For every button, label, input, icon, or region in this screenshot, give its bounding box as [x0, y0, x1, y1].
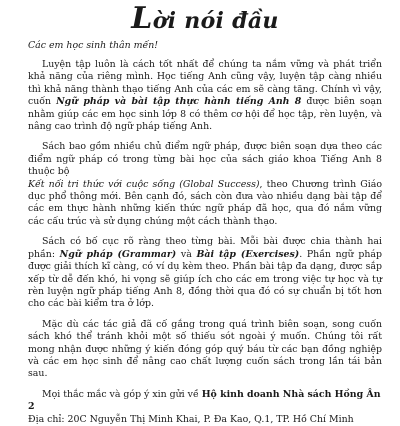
series-title: Kết nối tri thức với cuộc sống (Global Success) — [28, 178, 260, 190]
exercises-label: Bài tập (Exercises) — [196, 248, 300, 260]
address-line: Địa chỉ: 20C Nguyễn Thị Minh Khai, P. Đa Kao, Q.1, TP. Hồ Chí Minh — [28, 413, 354, 425]
paragraph-1-end: được biên soạn nhằm giúp các em học sinh lớp 8 có thêm cơ hội để học tập, rèn luyện, và nâng cao trình độ ngữ pháp tiếng Anh. — [28, 96, 383, 133]
paragraph-3-text-a: Sách có bố cục rõ ràng theo từng bài. Mỗi bài được chia thành hai phần: — [28, 236, 382, 260]
paragraph-2 — [28, 141, 382, 228]
grammar-label: Ngữ pháp (Grammar) — [59, 248, 177, 260]
contact-text: Mọi thắc mắc và góp ý xin gửi về — [42, 388, 199, 400]
and-word: và — [180, 248, 192, 260]
paragraph-2-text-a: Sách bao gồm nhiều chủ điểm ngữ pháp, được biên soạn dựa theo các điểm ngữ pháp có trong từng bài học của sách giáo khoa Tiếng Anh 8 thuộc bộ — [28, 141, 382, 178]
company-name: Hộ kinh doanh Nhà sách Hồng Ân 2 — [28, 388, 381, 413]
paragraph-2-text-b: , theo Chương trình Giáo dục phổ thông mới. Bên cạnh đó, sách còn đưa vào nhiều dạng bài tập để các em thực hành những kiến thức ngữ pháp đã học, qua đó nắm vững các cấu trúc và sử dụng chúng một cách thành thạo. — [28, 178, 383, 227]
title-initial: L — [131, 1, 153, 36]
paragraph-3-text-b: . Phần ngữ pháp được giải thích kĩ càng, có ví dụ kèm theo. Phần bài tập đa dạng, được sắp xếp từ dễ đến khó, hi vọng sẽ giúp ích cho các em trong việc tự học và tự rèn luyện ngữ pháp tiếng Anh 8, đồng thời qua đó có sự chuẩn bị tốt hơn cho các bài kiểm tra ở lớp. — [28, 248, 383, 310]
contact-line — [28, 389, 382, 414]
heading — [28, 0, 382, 38]
greeting: Các em học sinh thân mến! — [28, 40, 159, 51]
paragraph-1 — [28, 59, 382, 133]
page-title — [131, 1, 279, 36]
paragraph-3 — [28, 236, 382, 310]
paragraph-4: Mặc dù các tác giả đã cố gắng trong quá trình biên soạn, song cuốn sách khó thể tránh khỏi một số thiếu sót ngoài ý muốn. Chúng tôi rất mong nhận được những ý kiến đóng góp quý báu từ các bạn đồng nghiệp và các em học sinh để nâng cao chất lượng cuốn sách trong lần tái bản sau. — [28, 318, 382, 380]
title-rest: ời nói đầu — [152, 8, 279, 34]
paragraph-1-text: Luyện tập luôn là cách tốt nhất để chúng ta nắm vững và phát triển khả năng của riêng mình. Học tiếng Anh cũng vậy, luyện tập càng nhiều thì khả năng thành thạo tiếng Anh của các em sẽ càng tăng. Chính vì vậy, cuốn — [28, 59, 382, 108]
book-title: Ngữ pháp và bài tập thực hành tiếng Anh 8 — [56, 96, 302, 108]
